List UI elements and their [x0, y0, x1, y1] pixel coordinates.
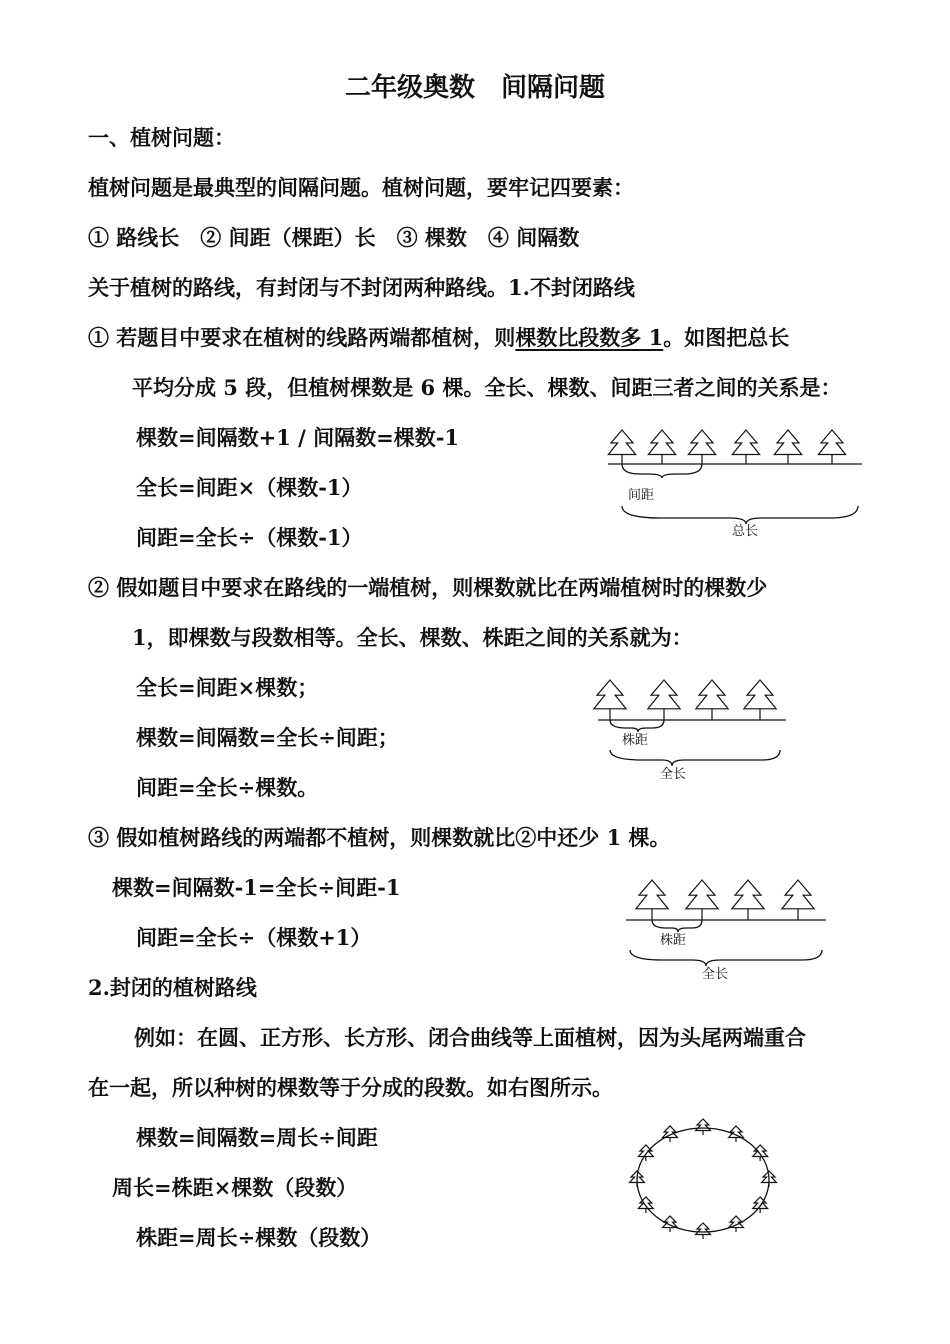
tree-icon: [753, 1197, 768, 1213]
tree-icon: [729, 1126, 744, 1142]
case1-line1: [88, 324, 789, 352]
case2-tree-diagram: [592, 672, 792, 784]
case2-line1: ② 假如题目中要求在路线的一端植树，则棵数就比在两端植树时的棵数少: [88, 575, 768, 600]
case2-formula3: 间距=全长÷棵数。: [136, 775, 319, 800]
case1-emphasis: 棵数比段数多 1: [515, 325, 664, 350]
tree-icon: [818, 430, 845, 464]
tree-icon: [696, 1223, 711, 1239]
tree-icon: [729, 1216, 744, 1232]
case1-formula1: 棵数=间隔数+1 / 间隔数=棵数-1: [136, 425, 460, 450]
section2-line1: 例如：在圆、正方形、长方形、闭合曲线等上面植树，因为头尾两端重合: [134, 1025, 806, 1050]
case2-formula2: 棵数=间隔数=全长÷间距；: [136, 725, 399, 750]
four-elements: ① 路线长 ② 间距（棵距）长 ③ 棵数 ④ 间隔数: [88, 225, 580, 250]
section2-formula2: 周长=株距×棵数（段数）: [112, 1175, 358, 1200]
tree-icon: [648, 430, 675, 464]
section1-heading: 一、植树问题：: [88, 125, 235, 150]
tree-icon: [696, 680, 728, 720]
case1-total-label: 总长: [732, 524, 759, 539]
tree-icon: [686, 880, 718, 920]
tree-icon: [782, 880, 814, 920]
tree-icon: [594, 680, 626, 720]
case3-line1: ③ 假如植树路线的两端都不植树，则棵数就比②中还少 1 棵。: [88, 825, 671, 850]
case3-tree-diagram: [622, 870, 832, 984]
tree-icon: [732, 880, 764, 920]
tree-icon: [732, 430, 759, 464]
case2-formula1: 全长=间距×棵数；: [136, 675, 319, 700]
case1-line1-pre: ① 若题目中要求在植树的线路两端都植树，则: [88, 325, 516, 350]
section2-formula1: 棵数=间隔数=周长÷间距: [136, 1125, 378, 1150]
route-types: 关于植树的路线，有封闭与不封闭两种路线。1.不封闭路线: [88, 275, 635, 300]
section1-intro: 植树问题是最典型的间隔问题。植树问题，要牢记四要素：: [88, 175, 634, 200]
page-title: 二年级奥数 间隔问题: [345, 73, 606, 103]
tree-icon: [663, 1126, 678, 1142]
case1-line2: 平均分成 5 段，但植树棵数是 6 棵。全长、棵数、间距三者之间的关系是：: [132, 375, 842, 400]
case2-gap-label: 株距: [622, 733, 649, 748]
case1-formula3: 间距=全长÷（棵数-1）: [136, 525, 363, 550]
tree-icon: [636, 880, 668, 920]
tree-icon: [638, 1197, 653, 1213]
tree-icon: [744, 680, 776, 720]
case2-line2: 1，即棵数与段数相等。全长、棵数、株距之间的关系就为：: [132, 625, 693, 650]
case3-formula1: 棵数=间隔数-1=全长÷间距-1: [112, 875, 401, 900]
tree-icon: [688, 430, 715, 464]
closed-route-diagram: [628, 1110, 778, 1242]
case1-line1-post: 。如图把总长: [663, 325, 790, 350]
tree-icon: [663, 1216, 678, 1232]
tree-icon: [774, 430, 801, 464]
tree-icon: [648, 680, 680, 720]
case2-total-label: 全长: [660, 767, 687, 782]
case1-formula2: 全长=间距×（棵数-1）: [136, 475, 363, 500]
case3-gap-label: 株距: [660, 933, 687, 948]
case1-gap-label: 间距: [628, 488, 655, 503]
section2-line2: 在一起，所以种树的棵数等于分成的段数。如右图所示。: [88, 1075, 613, 1100]
case1-tree-diagram: [600, 422, 870, 546]
case3-total-label: 全长: [702, 967, 729, 982]
section2-heading: 2.封闭的植树路线: [88, 975, 257, 1000]
tree-icon: [608, 430, 635, 464]
tree-icon: [696, 1119, 711, 1135]
case3-formula2: 间距=全长÷（棵数+1）: [136, 925, 372, 950]
section2-formula3: 株距=周长÷棵数（段数）: [136, 1225, 382, 1250]
